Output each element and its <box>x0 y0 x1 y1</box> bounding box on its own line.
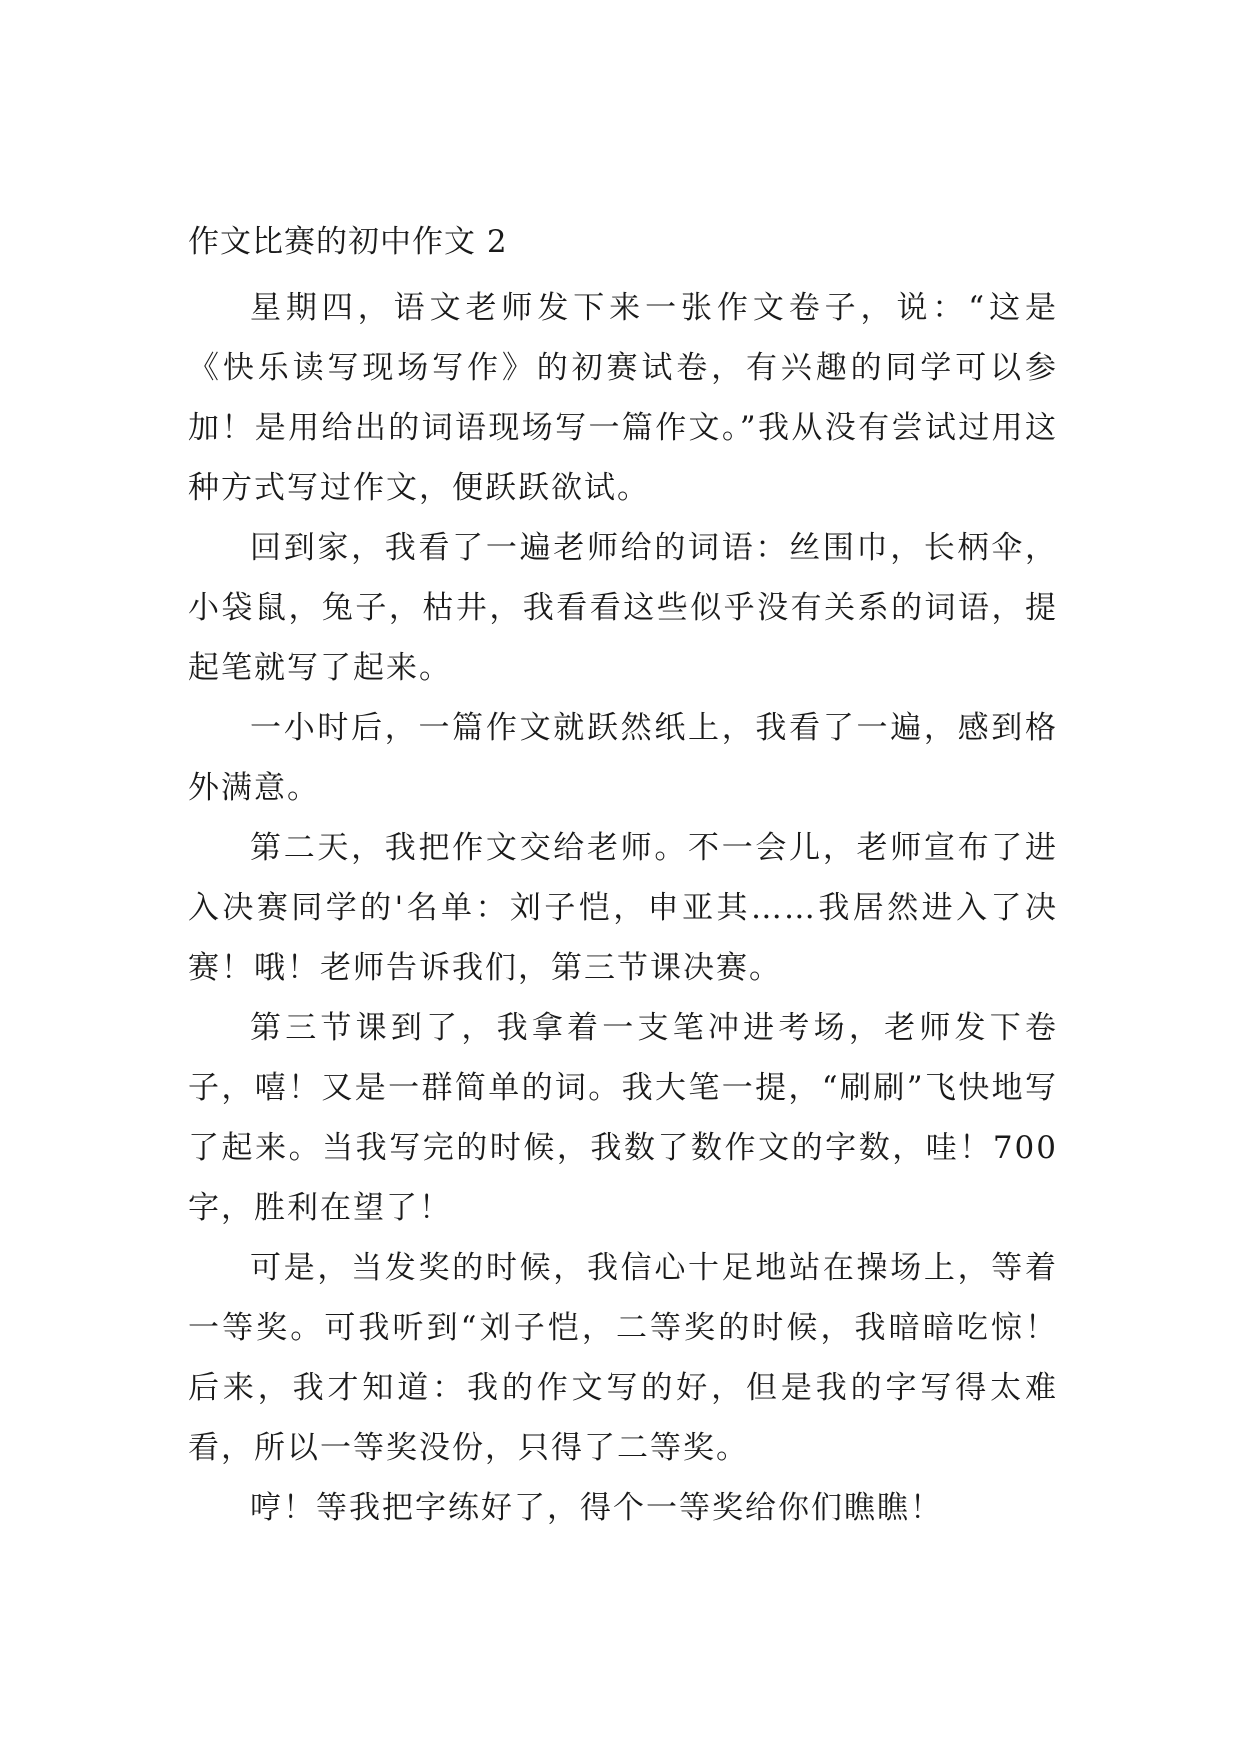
paragraph: 回到家，我看了一遍老师给的词语：丝围巾，长柄伞，小袋鼠，兔子，枯井，我看看这些似乎没有关系的词语，提起笔就写了起来。 <box>188 530 1058 686</box>
paragraph: 可是，当发奖的时候，我信心十足地站在操场上，等着一等奖。可我听到“刘子恺，二等奖的时候，我暗暗吃惊！后来，我才知道：我的作文写的好，但是我的字写得太难看，所以一等奖没份，只得了二等奖。 <box>188 1250 1058 1466</box>
paragraph: 星期四，语文老师发下来一张作文卷子，说：“这是《快乐读写现场写作》的初赛试卷，有兴趣的同学可以参加！是用给出的词语现场写一篇作文。”我从没有尝试过用这种方式写过作文，便跃跃欲试。 <box>188 290 1058 506</box>
paragraph: 第二天，我把作文交给老师。不一会儿，老师宣布了进入决赛同学的'名单：刘子恺，申亚其……我居然进入了决赛！哦！老师告诉我们，第三节课决赛。 <box>188 830 1058 986</box>
paragraph: 哼！等我把字练好了，得个一等奖给你们瞧瞧！ <box>250 1490 943 1526</box>
paragraph: 第三节课到了，我拿着一支笔冲进考场，老师发下卷子，嘻！又是一群简单的词。我大笔一提，“刷刷”飞快地写了起来。当我写完的时候，我数了数作文的字数，哇！700 字，胜利在望了！ <box>188 1010 1058 1226</box>
paragraph: 一小时后，一篇作文就跃然纸上，我看了一遍，感到格外满意。 <box>188 710 1058 806</box>
document-body <box>188 278 1058 1538</box>
document-title: 作文比赛的初中作文 2 <box>188 224 508 260</box>
